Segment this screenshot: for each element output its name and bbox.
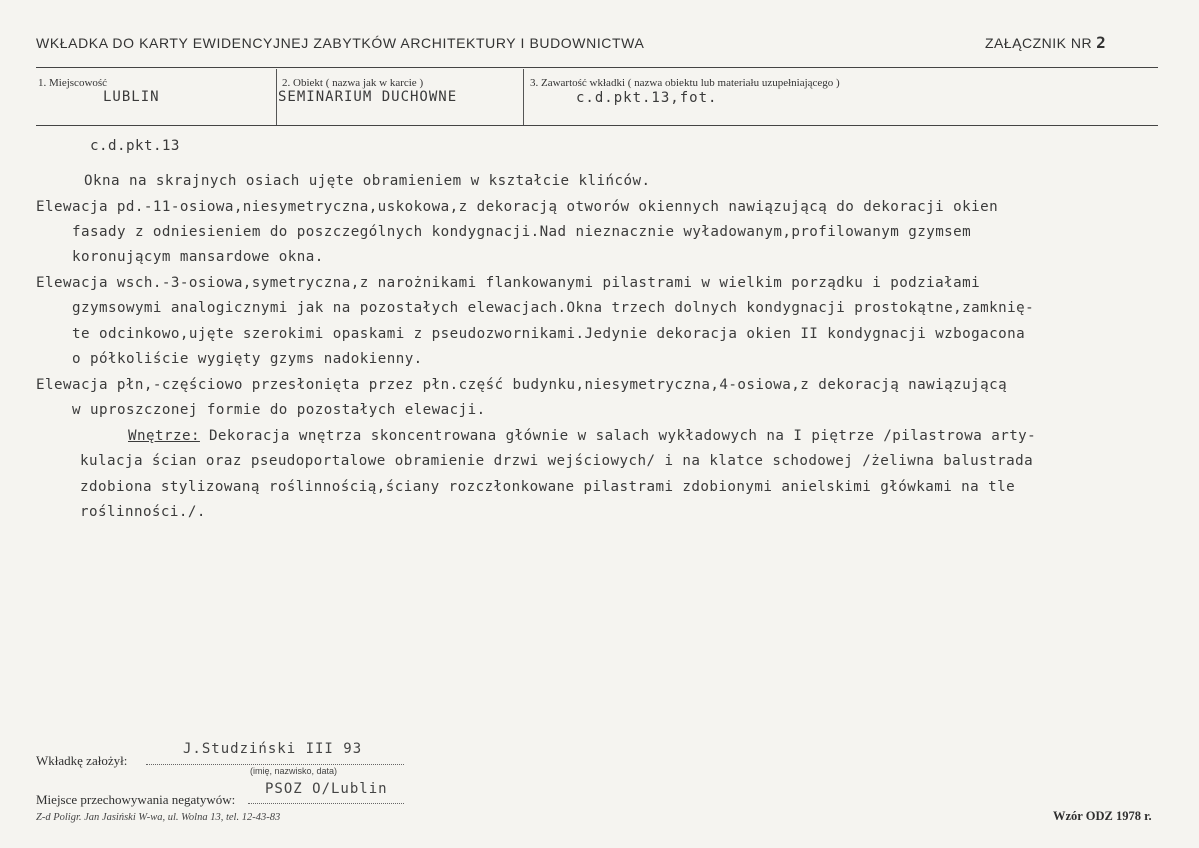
interior-text: Dekoracja wnętrza skoncentrowana głównie w salach wykładowych na I piętrze /pilastrowa arty- <box>208 428 1037 444</box>
founder-hint: (imię, nazwisko, data) <box>250 766 338 776</box>
negatives-dotted-line <box>248 803 404 804</box>
field-label-content: 3. Zawartość wkładki ( nazwa obiektu lub materiału uzupełniającego ) <box>530 77 840 89</box>
text-line: gzymsowymi analogicznymi jak na pozostałych elewacjach.Okna trzech dolnych kondygnacji prostokątne,zamknię- <box>72 300 1035 316</box>
text-line: c.d.pkt.13 <box>90 138 180 154</box>
field-divider-2 <box>523 69 524 125</box>
top-rule <box>36 67 1158 68</box>
form-code: Wzór ODZ 1978 r. <box>1053 809 1152 823</box>
attachment-number: 2 <box>1096 33 1107 52</box>
negatives-label: Miejsce przechowywania negatywów: <box>36 792 236 807</box>
text-line: roślinności./. <box>80 504 206 520</box>
interior-heading: Wnętrze: <box>128 428 200 444</box>
text-line: te odcinkowo,ujęte szerokimi opaskami z pseudozwornikami.Jedynie dekoracja okien II kondygnacji wzbogacona <box>72 326 1026 342</box>
founder-dotted-line <box>146 764 404 765</box>
attachment-label <box>985 33 1106 52</box>
form-title: WKŁADKA DO KARTY EWIDENCYJNEJ ZABYTKÓW ARCHITEKTURY I BUDOWNICTWA <box>36 35 645 51</box>
field-value-content: c.d.pkt.13,fot. <box>576 90 718 106</box>
text-line: Elewacja płn,-częściowo przesłonięta przez płn.część budynku,niesymetryczna,4-osiowa,z dekoracją nawiązującą <box>36 377 1008 393</box>
text-line: Elewacja wsch.-3-osiowa,symetryczna,z narożnikami flankowanymi pilastrami w wielkim porządku i podziałami <box>36 275 981 291</box>
text-line: fasady z odniesieniem do poszczególnych kondygnacji.Nad nieznacznie wyładowanym,profilowanym gzymsem <box>72 224 972 240</box>
negatives-value: PSOZ O/Lublin <box>265 781 388 797</box>
text-line: o półkoliście wygięty gzyms nadokienny. <box>72 351 423 367</box>
printer-imprint: Z-d Poligr. Jan Jasiński W-wa, ul. Wolna 13, tel. 12-43-83 <box>36 812 281 823</box>
text-line <box>128 428 1036 444</box>
founder-value: J.Studziński III 93 <box>183 741 363 757</box>
field-divider-1 <box>276 69 277 125</box>
text-line: w uproszczonej formie do pozostałych elewacji. <box>72 402 486 418</box>
text-line: kulacja ścian oraz pseudoportalowe obramienie drzwi wejściowych/ i na klatce schodowej /żeliwna balustrada <box>80 453 1034 469</box>
attachment-label-text: ZAŁĄCZNIK NR <box>985 35 1093 51</box>
field-value-object: SEMINARIUM DUCHOWNE <box>278 89 458 105</box>
field-label-locality: 1. Miejscowość <box>38 77 108 89</box>
text-line: Elewacja pd.-11-osiowa,niesymetryczna,uskokowa,z dekoracją otworów okiennych nawiązującą do dekoracji okien <box>36 199 999 215</box>
field-value-locality: LUBLIN <box>103 89 160 105</box>
text-line: koronującym mansardowe okna. <box>72 249 324 265</box>
header-bottom-rule <box>36 125 1158 126</box>
text-line: zdobiona stylizowaną roślinnością,ściany rozczłonkowane pilastrami zdobionymi anielskimi główkami na tle <box>80 479 1016 495</box>
text-line: Okna na skrajnych osiach ujęte obramieniem w kształcie klińców. <box>84 173 651 189</box>
founder-label: Wkładkę założył: <box>36 753 128 768</box>
field-label-object: 2. Obiekt ( nazwa jak w karcie ) <box>282 77 424 89</box>
